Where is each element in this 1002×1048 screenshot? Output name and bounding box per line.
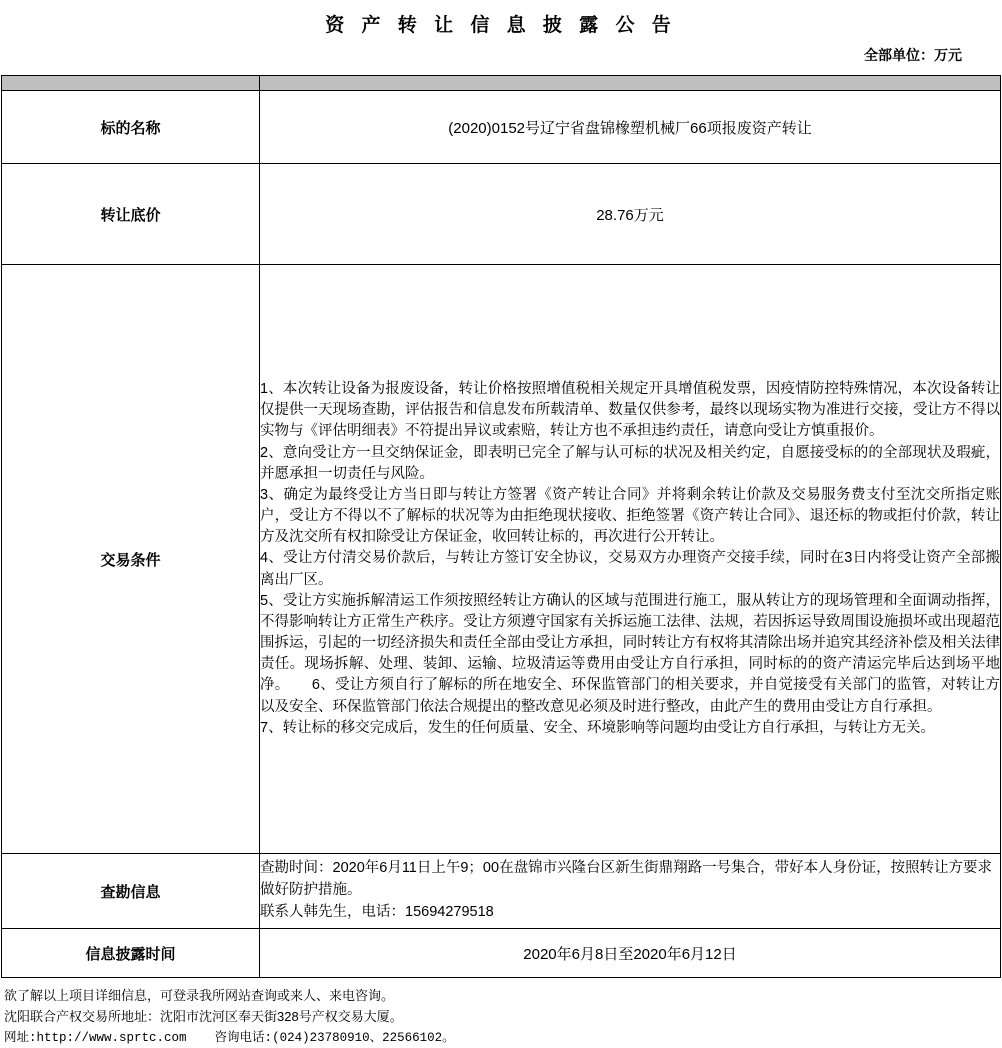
row-value-name: (2020)0152号辽宁省盘锦橡塑机械厂66项报废资产转让 [260, 91, 1001, 164]
row-value-disclosure-time: 2020年6月8日至2020年6月12日 [260, 929, 1001, 978]
terms-paragraph: 7、转让标的移交完成后，发生的任何质量、安全、环境影响等问题均由受让方自行承担，与转让方无关。 [260, 719, 936, 736]
terms-paragraph: 4、受让方付清交易价款后，与转让方签订安全协议，交易双方办理资产交接手续，同时在3日内将受让资产全部搬离出厂区。 [260, 550, 1000, 588]
table-row-terms [2, 265, 1001, 854]
table-row-price [2, 164, 1001, 265]
footer-line-3 [4, 1028, 1002, 1048]
footer-tel-label: 咨询电话: [214, 1030, 273, 1045]
row-label-name: 标的名称 [2, 91, 260, 164]
table-row-disclosure-time [2, 929, 1001, 978]
survey-paragraph: 联系人韩先生，电话：15694279518 [260, 903, 494, 920]
row-label-survey: 查勘信息 [2, 854, 260, 929]
footer-notes [0, 978, 1002, 1048]
row-value-price: 28.76万元 [260, 164, 1001, 265]
header-band-right [260, 76, 1001, 91]
unit-note: 全部单位：万元 [864, 47, 962, 63]
footer-website-label: 网址: [4, 1030, 37, 1045]
footer-line-1: 欲了解以上项目详细信息，可登录我所网站查询或来人、来电咨询。 [4, 988, 395, 1003]
terms-paragraph: 5、受让方实施拆解清运工作须按照经转让方确认的区域与范围进行施工，服从转让方的现场管理和全面调动指挥，不得影响转让方正常生产秩序。受让方须遵守国家有关拆运施工法律、法规，若因拆运导致周围设施损坏或出现超范围拆运，引起的一切经济损失和责任全部由受让方承担，同时转让方有权将其清除出场并追究其经济补偿及相关法律责任。现场拆解、处理、装卸、运输、垃圾清运等费用由受让方自行承担，同时标的的资产清运完毕后达到场平地净。 6、受让方须自行了解标的所在地安全、环保监管部门的相关要求，并自觉接受有关部门的监管，对转让方以及安全、环保监管部门依法合规提出的整改意见必须及时进行整改，由此产生的费用由受让方自行承担。 [260, 592, 1000, 715]
survey-paragraph: 查勘时间：2020年6月11日上午9；00在盘锦市兴隆台区新生街鼎翔路一号集合，带好本人身份证，按照转让方要求做好防护措施。 [260, 860, 993, 899]
row-value-survey [260, 854, 1001, 929]
disclosure-table [1, 75, 1001, 978]
page-title: 资 产 转 让 信 息 披 露 公 告 [325, 15, 677, 36]
row-value-terms [260, 265, 1001, 854]
footer-website-url[interactable]: http://www.sprtc.com [36, 1030, 187, 1045]
terms-paragraph: 1、本次转让设备为报废设备，转让价格按照增值税相关规定开具增值税发票，因疫情防控特殊情况，本次设备转让仅提供一天现场查勘，评估报告和信息发布所载清单、数量仅供参考，最终以现场实物为准进行交接，受让方不得以实物与《评估明细表》不符提出异议或索赔，转让方也不承担违约责任，请意向受让方慎重报价。 [260, 381, 1000, 440]
footer-line-2: 沈阳联合产权交易所地址：沈阳市沈河区奉天街328号产权交易大厦。 [4, 1008, 403, 1024]
terms-paragraph: 3、确定为最终受让方当日即与转让方签署《资产转让合同》并将剩余转让价款及交易服务费支付至沈交所指定账户，受让方不得以不了解标的状况等为由拒绝现状接收、拒绝签署《资产转让合同》、退还标的物或拒付价款，转让方及沈交所有权扣除受让方保证金，收回转让标的，再次进行公开转让。 [260, 486, 1000, 546]
table-row-name [2, 91, 1001, 164]
table-row-survey [2, 854, 1001, 929]
row-label-terms: 交易条件 [2, 265, 260, 854]
footer-tel-value: (024)23780910、22566102。 [272, 1030, 455, 1045]
header-band-left [2, 76, 260, 91]
row-label-price: 转让底价 [2, 164, 260, 265]
row-label-disclosure-time: 信息披露时间 [2, 929, 260, 978]
terms-paragraph: 2、意向受让方一旦交纳保证金，即表明已完全了解与认可标的状况及相关约定，自愿接受标的的全部现状及瑕疵，并愿承担一切责任与风险。 [260, 444, 1000, 482]
table-header-band [2, 76, 1001, 91]
